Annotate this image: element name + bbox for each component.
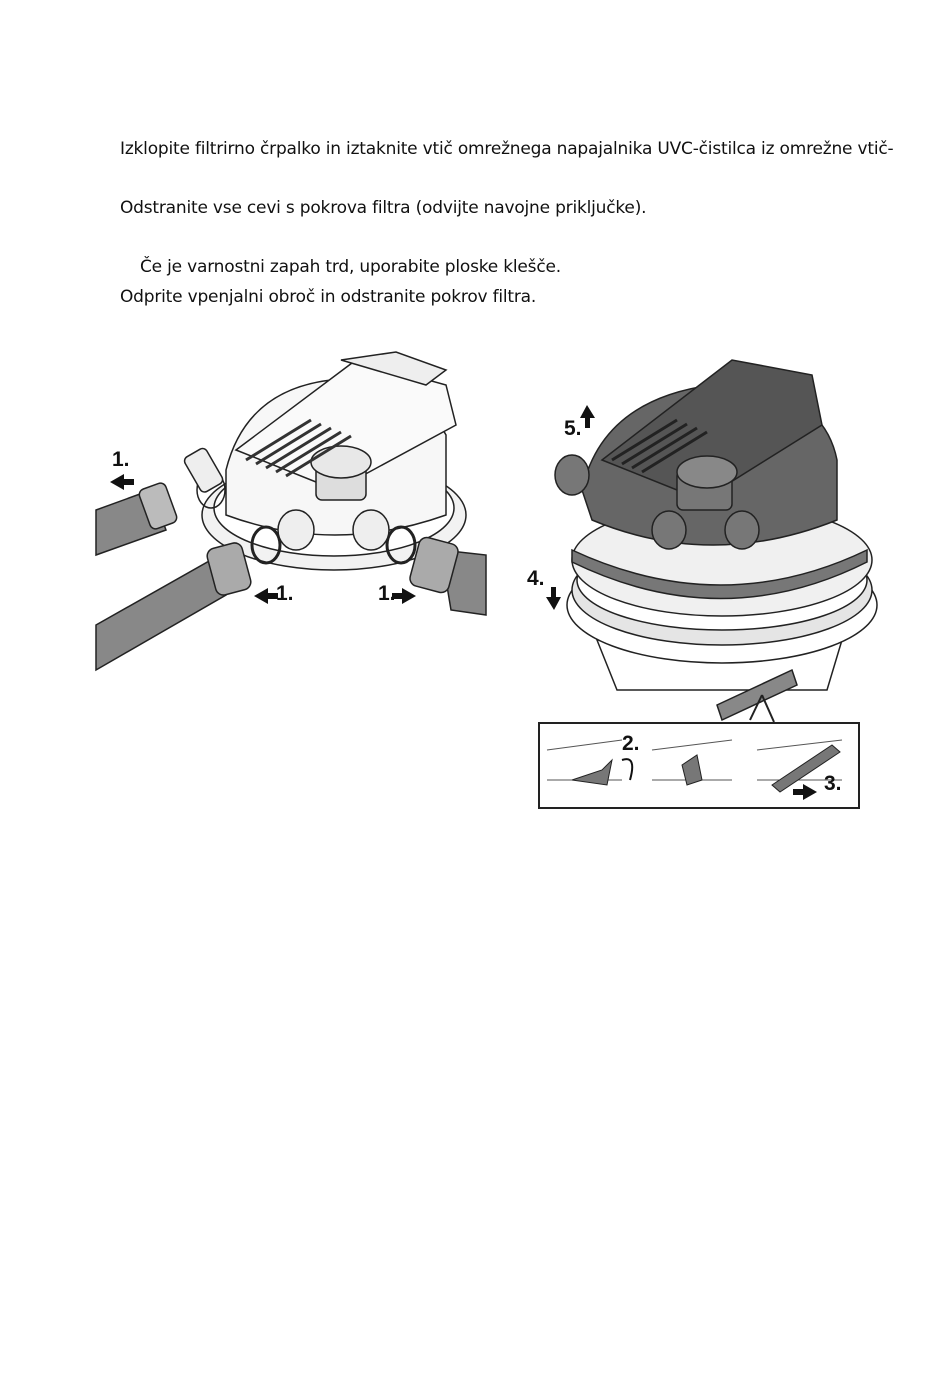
arrow-right-bottom-icon — [392, 588, 416, 604]
step-label-3: 3. — [824, 772, 842, 795]
instruction-line-3: Če je varnostni zapah trd, uporabite ploske klešče. — [140, 257, 561, 277]
hose-bottom-left — [96, 527, 280, 670]
lid-removal-illustration — [522, 340, 867, 795]
instruction-line-2: Odstranite vse cevi s pokrova filtra (odvijte navojne priključke). — [120, 198, 647, 218]
instruction-line-1: Izklopite filtrirno črpalko in iztaknite vtič omrežnega napajalnika UVC-čistilca iz omrežne vtič- — [120, 139, 894, 159]
filter-lid — [555, 360, 837, 549]
arrow-left-bottom-icon — [254, 588, 278, 604]
step-label-1-right: 1. — [378, 582, 396, 605]
step-label-4: 4. — [527, 567, 545, 590]
arrow-up-icon — [580, 405, 595, 428]
arrow-left-top-icon — [110, 474, 134, 490]
hose-removal-illustration — [96, 340, 496, 675]
step-label-5: 5. — [564, 417, 582, 440]
step-label-1-left: 1. — [276, 582, 294, 605]
step-label-1-top: 1. — [112, 448, 130, 471]
arrow-down-icon — [546, 587, 561, 610]
step-label-2: 2. — [622, 732, 640, 755]
instruction-line-4: Odprite vpenjalni obroč in odstranite pokrov filtra. — [120, 287, 537, 307]
